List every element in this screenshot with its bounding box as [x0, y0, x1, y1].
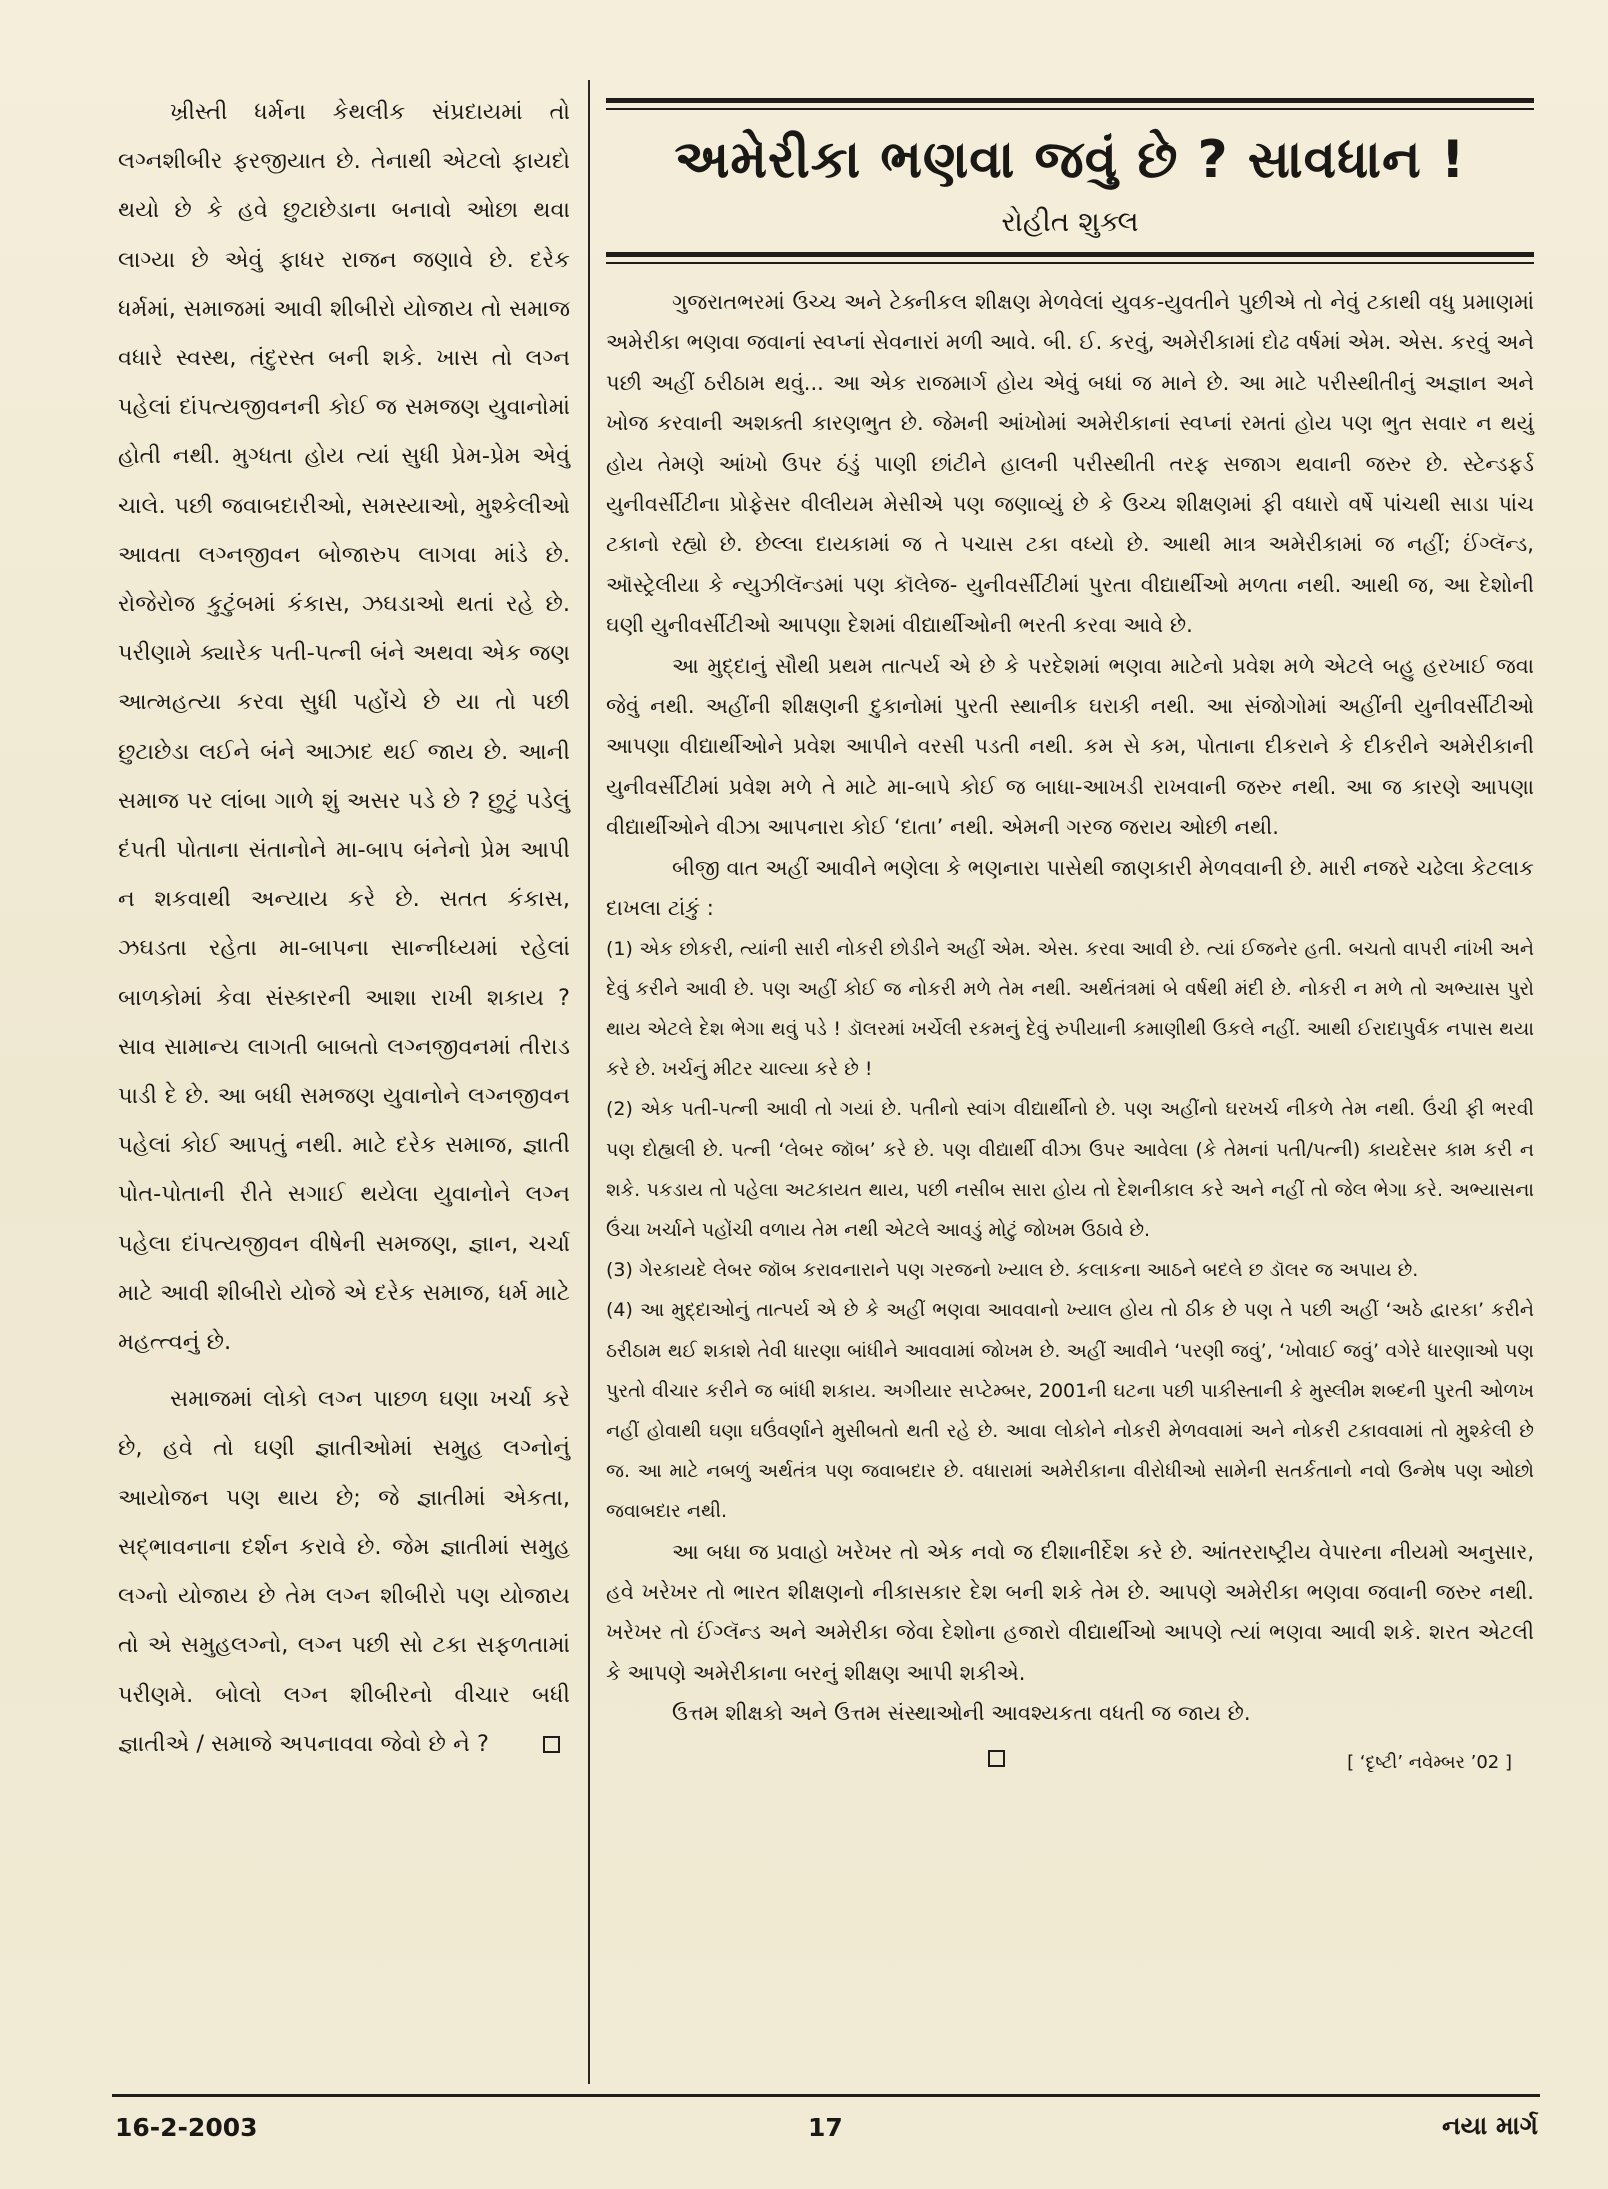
- article-paragraph-5: આ બધા જ પ્રવાહો ખરેખર તો એક નવો જ દીશાનીર્દેશ કરે છે. આંતરરાષ્ટ્રીય વેપારના નીયમો અનુસાર, હવે ખરેખર તો ભારત શીક્ષણનો નીકાસકાર દેશ બની શકે તેમ છે. આપણે અમેરીકા ભણવા જવાની જરુર નથી. ખરેખર તો ઈંગ્લૅન્ડ અને અમેરીકા જેવા દેશોના હજારો વીદ્યાર્થીઓ આપણે ત્યાં ભણવા આવી શકે. શરત એટલી કે આપણે અમેરીકાના બરનું શીક્ષણ આપી શકીએ.: [606, 1539, 1534, 1685]
- article-item-4: (4) આ મુદ્દાઓનું તાત્પર્ય એ છે કે અહીં ભણવા આવવાનો ખ્યાલ હોય તો ઠીક છે પણ તે પછી અહીં ‘અઠે દ્વારકા’ કરીને ઠરીઠામ થઈ શકાશે તેવી ધારણા બાંધીને આવવામાં જોખમ છે. અહીં આવીને ‘પરણી જવું’, ‘ખોવાઈ જવું’ વગેરે ધારણાઓ પણ પુરતો વીચાર કરીને જ બાંધી શકાય. અગીયાર સપ્ટેમ્બર, 2001ની ઘટના પછી પાકીસ્તાની કે મુસ્લીમ શબ્દની પુરતી ઓળખ નહીં હોવાથી ઘણા ઘઉંવર્ણાને મુસીબતો થતી રહે છે. આવા લોકોને નોકરી મેળવવામાં અને નોકરી ટકાવવામાં તો મુશ્કેલી છે જ. આ માટે નબળું અર્થતંત્ર પણ જવાબદાર છે. વધારામાં અમેરીકાના વીરોધીઓ સામેની સતર્કતાનો નવો ઉન્મેષ પણ ઓછો જવાબદાર નથી.: [606, 1299, 1534, 1523]
- magazine-name: નયા માર્ગ: [1442, 2111, 1538, 2140]
- end-mark-icon: [988, 1750, 1005, 1767]
- article-paragraph-1: ગુજરાતભરમાં ઉચ્ચ અને ટેક્નીકલ શીક્ષણ મેળવેલાં યુવક-યુવતીને પુછીએ તો નેવું ટકાથી વધુ પ્રમાણમાં અમેરીકા ભણવા જવાનાં સ્વપ્નાં સેવનારાં મળી આવે. બી. ઈ. કરવું, અમેરીકામાં દોઢ વર્ષમાં એમ. એસ. કરવું અને પછી અહીં ઠરીઠામ થવું... આ એક રાજમાર્ગ હોય એવું બધાં જ માને છે. આ માટે પરીસ્થીતીનું અજ્ઞાન અને ખોજ કરવાની અશક્તી કારણભુત છે. જેમની આંખોમાં અમેરીકાનાં સ્વપ્નાં રમતાં હોય પણ ભુત સવાર ન થયું હોય તેમણે આંખો ઉપર ઠંડું પાણી છાંટીને હાલની પરીસ્થીતી તરફ સજાગ થવાની જરુર છે. સ્ટેન્ડફર્ડ યુનીવર્સીટીના પ્રોફેસર વીલીયમ મેસીએ પણ જણાવ્યું છે કે ઉચ્ચ શીક્ષણમાં ફી વધારો વર્ષે પાંચથી સાડા પાંચ ટકાનો રહ્યો છે. છેલ્લા દાયકામાં જ તે પચાસ ટકા વધ્યો છે. આથી માત્ર અમેરીકામાં જ નહીં; ઈંગ્લૅન્ડ, ઑસ્ટ્રેલીયા કે ન્યુઝીલૅન્ડમાં પણ કૉલેજ- યુનીવર્સીટીમાં પુરતા વીદ્યાર્થીઓ મળતા નથી. આથી જ, આ દેશોની ઘણી યુનીવર્સીટીઓ આપણા દેશમાં વીદ્યાર્થીઓની ભરતી કરવા આવે છે.: [606, 290, 1534, 638]
- left-paragraph-2: [118, 1375, 570, 1769]
- title-rule-top-thin: [606, 108, 1534, 110]
- end-mark-icon: [543, 1736, 560, 1753]
- footer-rule: [112, 2094, 1540, 2097]
- article-item-1: (1) એક છોકરી, ત્યાંની સારી નોકરી છોડીને અહીં એમ. એસ. કરવા આવી છે. ત્યાં ઈજનેર હતી. બચતો વાપરી નાંખી અને દેવું કરીને આવી છે. પણ અહીં કોઈ જ નોકરી મળે તેમ નથી. અર્થતંત્રમાં બે વર્ષથી મંદી છે. નોકરી ન મળે તો અભ્યાસ પુરો થાય એટલે દેશ ભેગા થવું પડે ! ડૉલરમાં ખર્ચેલી રકમનું દેવું રુપીયાની કમાણીથી ઉકલે નહીં. આથી ઈરાદાપુર્વક નપાસ થયા કરે છે. ખર્ચનું મીટર ચાલ્યા કરે છે !: [606, 937, 1534, 1081]
- article-body: [606, 282, 1534, 1734]
- article-title: અમેરીકા ભણવા જવું છે ? સાવધાન !: [674, 130, 1466, 190]
- footer-date: 16-2-2003: [115, 2113, 258, 2142]
- article-column: [606, 98, 1534, 2090]
- title-rule-top: [606, 98, 1534, 103]
- column-divider: [588, 80, 590, 2084]
- article-paragraph-3: બીજી વાત અહીં આવીને ભણેલા કે ભણનારા પાસેથી જાણકારી મેળવવાની છે. મારી નજરે ચઢેલા કેટલાક દાખલા ટાંકું :: [606, 855, 1534, 921]
- article-paragraph-6: ઉત્તમ શીક્ષકો અને ઉત્તમ સંસ્થાઓની આવશ્યકતા વધતી જ જાય છે.: [672, 1701, 1251, 1726]
- article-source: [ ‘દૃષ્ટી’ નવેમ્બર ’02 ]: [1347, 1751, 1512, 1773]
- left-paragraph-1: ખ્રીસ્તી ધર્મના કેથલીક સંપ્રદાયમાં તો લગ્નશીબીર ફરજીયાત છે. તેનાથી એટલો ફાયદો થયો છે કે હવે છુટાછેડાના બનાવો ઓછા થવા લાગ્યા છે એવું ફાધર રાજન જણાવે છે. દરેક ધર્મમાં, સમાજમાં આવી શીબીરો યોજાય તો સમાજ વધારે સ્વસ્થ, તંદુરસ્ત બની શકે. ખાસ તો લગ્ન પહેલાં દાંપત્યજીવનની કોઈ જ સમજણ યુવાનોમાં હોતી નથી. મુગ્ધતા હોય ત્યાં સુધી પ્રેમ-પ્રેમ એવું ચાલે. પછી જવાબદારીઓ, સમસ્યાઓ, મુશ્કેલીઓ આવતા લગ્નજીવન બોજારુપ લાગવા માંડે છે. રોજેરોજ કુટુંબમાં કંકાસ, ઝઘડાઓ થતાં રહે છે. પરીણામે ક્યારેક પતી-પત્ની બંને અથવા એક જણ આત્મહત્યા કરવા સુધી પહોંચે છે યા તો પછી છુટાછેડા લઈને બંને આઝાદ થઈ જાય છે. આની સમાજ પર લાંબા ગાળે શું અસર પડે છે ? છુટું પડેલું દંપતી પોતાના સંતાનોને મા-બાપ બંનેનો પ્રેમ આપી ન શકવાથી અન્યાય કરે છે. સતત કંકાસ, ઝઘડતા રહેતા મા-બાપના સાન્નીધ્યમાં રહેલાં બાળકોમાં કેવા સંસ્કારની આશા રાખી શકાય ? સાવ સામાન્ય લાગતી બાબતો લગ્નજીવનમાં તીરાડ પાડી દે છે. આ બધી સમજણ યુવાનોને લગ્નજીવન પહેલાં કોઈ આપતું નથી. માટે દરેક સમાજ, જ્ઞાતી પોત-પોતાની રીતે સગાઈ થયેલા યુવાનોને લગ્ન પહેલા દાંપત્યજીવન વીષેની સમજણ, જ્ઞાન, ચર્ચા માટે આવી શીબીરો યોજે એ દરેક સમાજ, ધર્મ માટે મહત્ત્વનું છે.: [118, 99, 570, 1356]
- article-paragraph-2: આ મુદ્દાનું સૌથી પ્રથમ તાત્પર્ય એ છે કે પરદેશમાં ભણવા માટેનો પ્રવેશ મળે એટલે બહુ હરખાઈ જવા જેવું નથી. અહીંની શીક્ષણની દુકાનોમાં પુરતી સ્થાનીક ઘરાકી નથી. આ સંજોગોમાં અહીંની યુનીવર્સીટીઓ આપણા વીદ્યાર્થીઓને પ્રવેશ આપીને વરસી પડતી નથી. કમ સે કમ, પોતાના દીકરાને કે દીકરીને અમેરીકાની યુનીવર્સીટીમાં પ્રવેશ મળે તે માટે મા-બાપે કોઈ જ બાધા-આખડી રાખવાની જરુર નથી. આ જ કારણે આપણા વીદ્યાર્થીઓને વીઝા આપનારા કોઈ ‘દાતા’ નથી. એમની ગરજ જરાય ઓછી નથી.: [606, 653, 1534, 840]
- left-paragraph-2-text: સમાજમાં લોકો લગ્ન પાછળ ઘણા ખર્ચા કરે છે, હવે તો ઘણી જ્ઞાતીઓમાં સમુહ લગ્નોનું આયોજન પણ થાય છે; જે જ્ઞાતીમાં એકતા, સદ્‌ભાવનાના દર્શન કરાવે છે. જેમ જ્ઞાતીમાં સમુહ લગ્નો યોજાય છે તેમ લગ્ન શીબીરો પણ યોજાય તો એ સમુહલગ્નો, લગ્ન પછી સો ટકા સફળતામાં પરીણમે. બોલો લગ્ન શીબીરનો વીચાર બધી જ્ઞાતીએ / સમાજે અપનાવવા જેવો છે ને ?: [118, 1386, 570, 1757]
- article-end-row: [606, 1740, 1534, 1786]
- article-item-3: (3) ગેરકાયદે લેબર જૉબ કરાવનારાને પણ ગરજનો ખ્યાલ છે. કલાકના આઠને બદલે છ ડૉલર જ અપાય છે.: [606, 1259, 1419, 1282]
- article-item-2: (2) એક પતી-પત્ની આવી તો ગયાં છે. પતીનો સ્વાંગ વીદ્યાર્થીનો છે. પણ અહીંનો ઘરખર્ચ નીકળે તેમ નથી. ઉંચી ફી ભરવી પણ દોહ્યલી છે. પત્ની ‘લેબર જૉબ’ કરે છે. પણ વીદ્યાર્થી વીઝા ઉપર આવેલા (કે તેમનાં પતી/પત્ની) કાયદેસર કામ કરી ન શકે. પકડાય તો પહેલા અટકાયત થાય, પછી નસીબ સારા હોય તો દેશનીકાલ કરે અને નહીં તો જેલ ભેગા કરે. અભ્યાસના ઉંચા ખર્ચાને પહોંચી વળાય તેમ નથી એટલે આવડું મોટું જોખમ ઉઠાવે છે.: [606, 1098, 1534, 1241]
- left-column: [118, 88, 570, 2088]
- article-author: રોહીત શુક્લ: [1001, 205, 1139, 238]
- title-rule-bottom-thin: [606, 262, 1534, 264]
- title-rule-bottom: [606, 252, 1534, 257]
- page-number: 17: [808, 2113, 843, 2142]
